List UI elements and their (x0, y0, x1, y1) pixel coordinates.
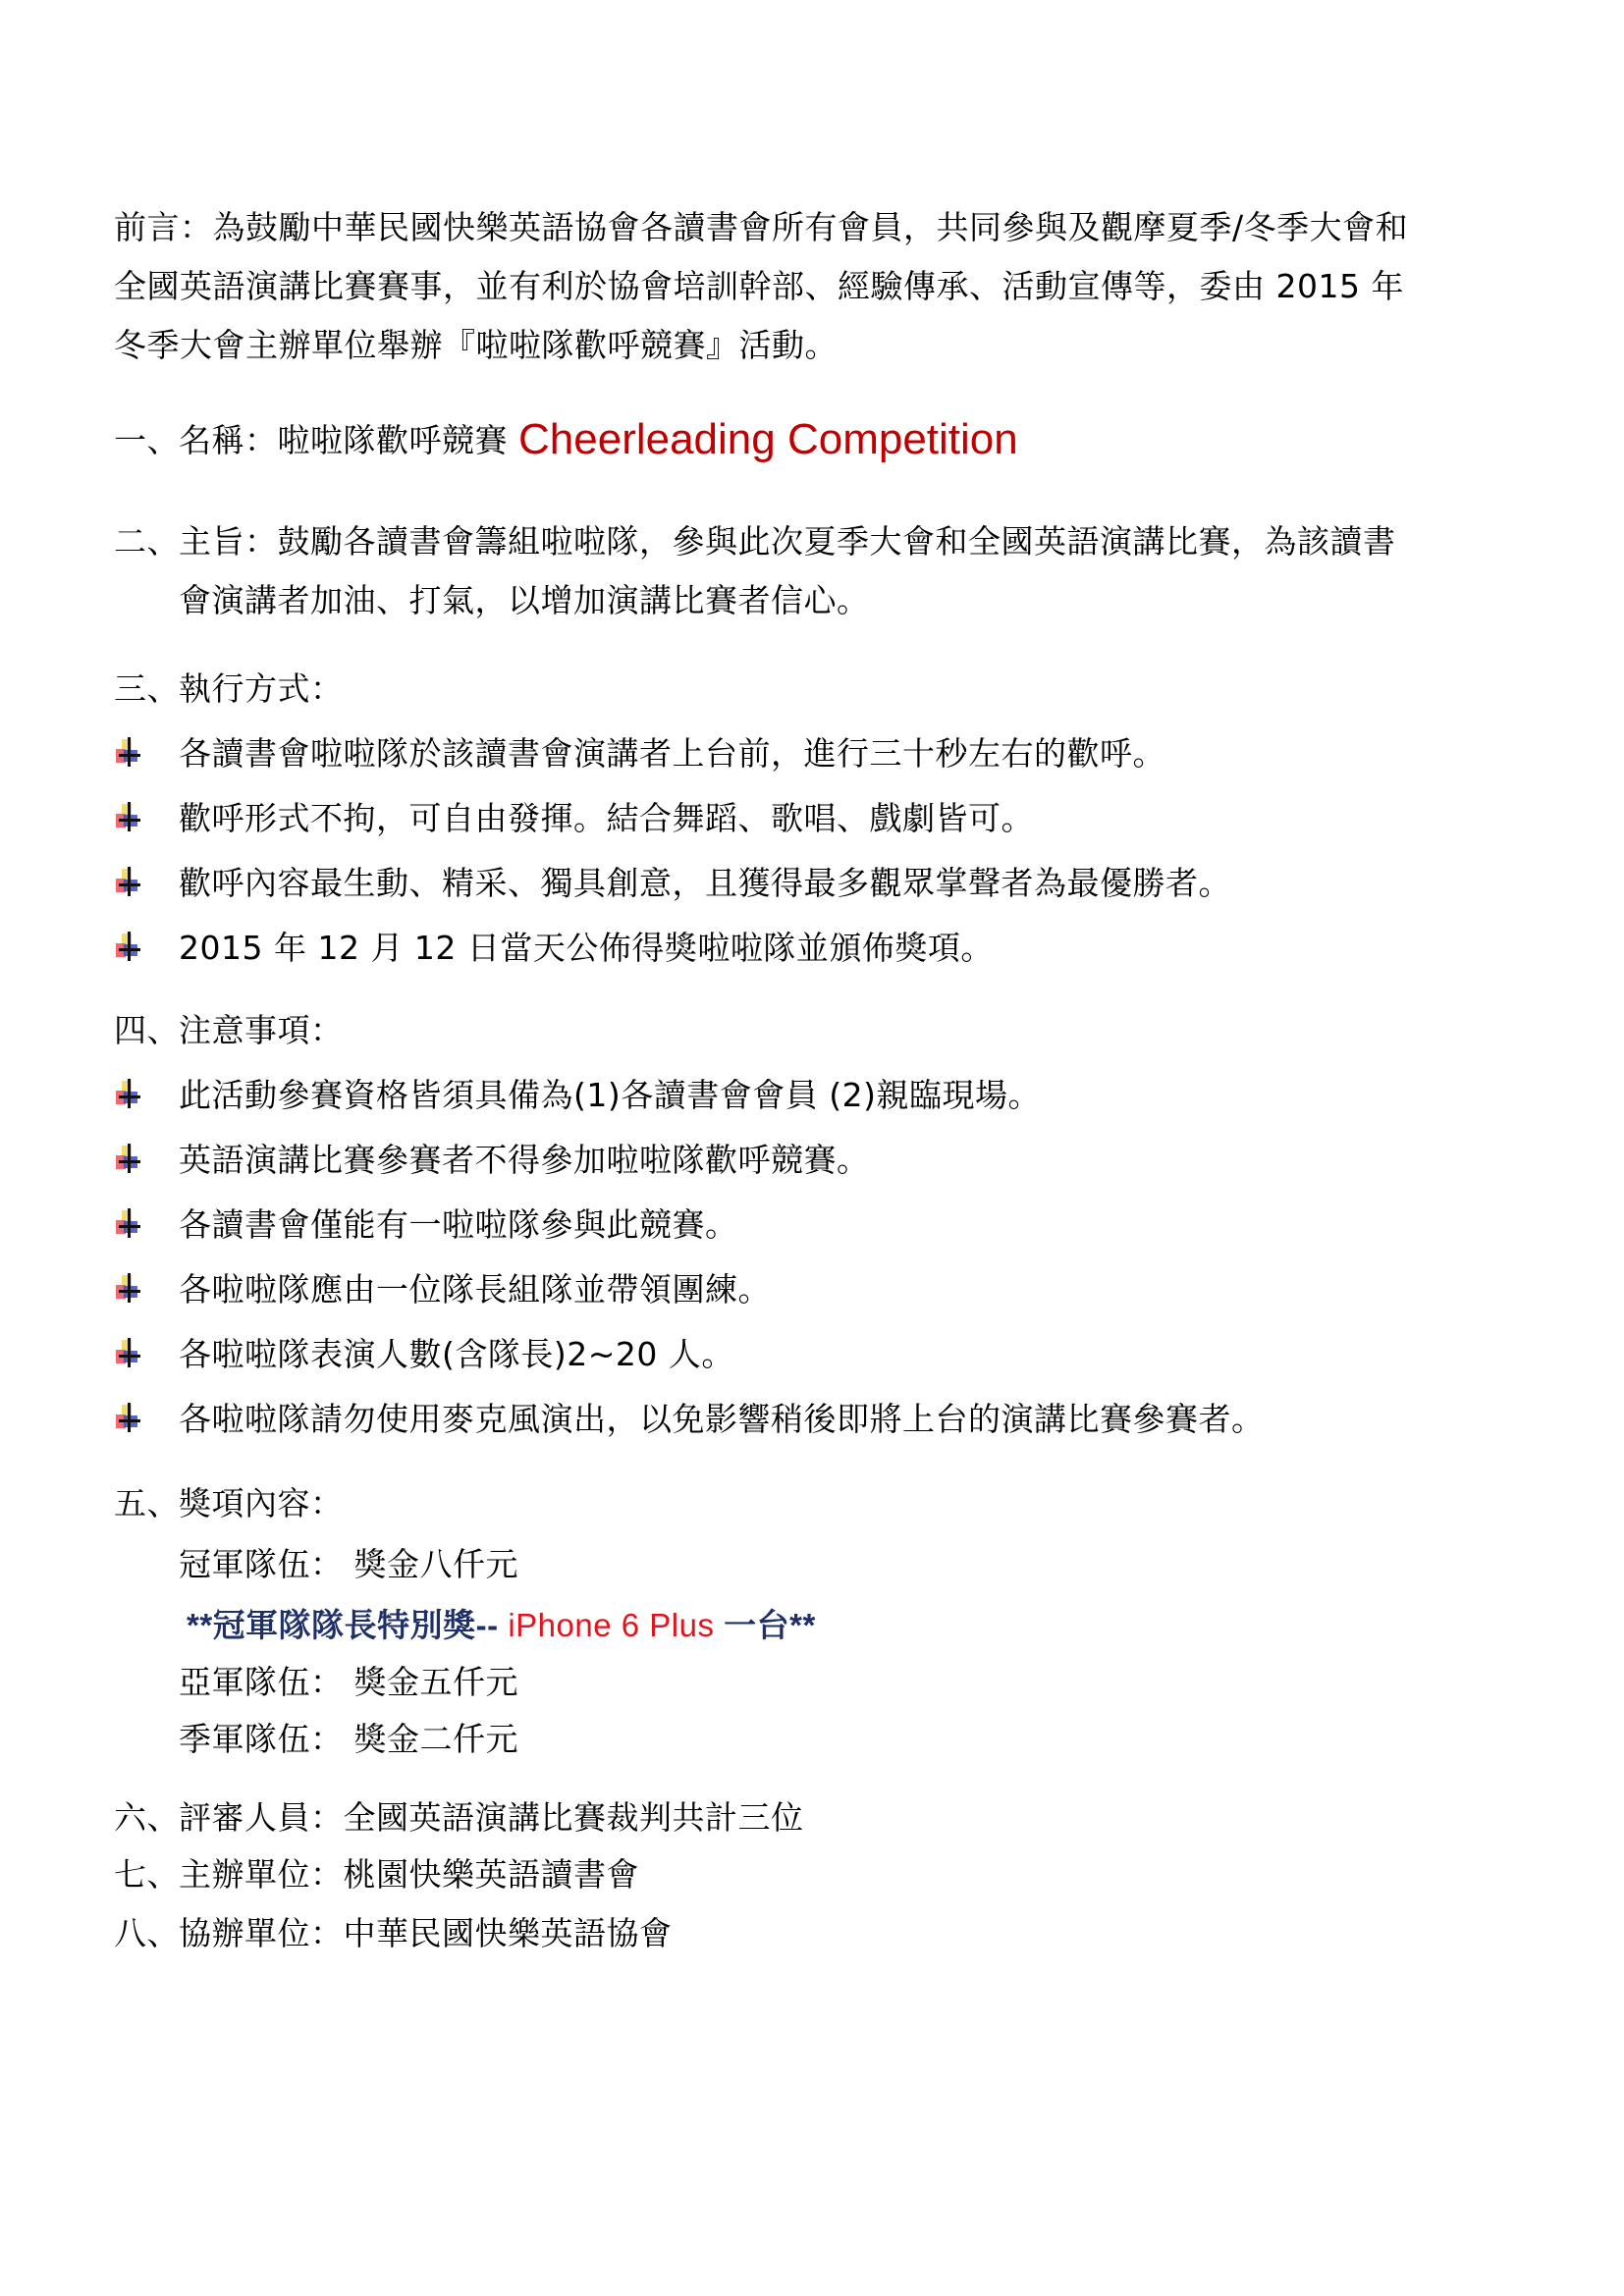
section-name (114, 415, 1018, 463)
preface-line-3: 冬季大會主辦單位舉辦『啦啦隊歡呼競賽』活動。 (114, 326, 838, 364)
section-label: 執行方式： (179, 669, 344, 708)
special-award-prefix: **冠軍隊隊長特別獎-- (187, 1607, 509, 1643)
english-title: Cheerleading Competition (518, 415, 1018, 463)
bullet-icon (114, 1208, 141, 1240)
section-label: 注意事項： (179, 1011, 344, 1049)
list-item (114, 734, 1165, 774)
bullet-icon (114, 1338, 141, 1369)
section-judges (114, 1798, 804, 1838)
list-item-text: 各啦啦隊請勿使用麥克風演出，以免影響稍後即將上台的演講比賽參賽者。 (179, 1400, 1265, 1438)
preface-line-1: 前言：為鼓勵中華民國快樂英語協會各讀書會所有會員，共同參與及觀摩夏季/冬季大會和 (114, 208, 1409, 246)
section-co-organizer (114, 1914, 673, 1953)
section-number: 五、 (114, 1484, 180, 1522)
list-item (114, 799, 1034, 838)
bullet-icon (114, 1079, 141, 1110)
bullet-icon (114, 1273, 141, 1305)
list-item-text: 英語演講比賽參賽者不得參加啦啦隊歡呼競賽。 (179, 1141, 870, 1179)
section-number: 八、 (114, 1914, 180, 1952)
section-number: 二、 (114, 522, 180, 561)
bullet-icon (114, 932, 141, 963)
section-number: 七、 (114, 1855, 180, 1894)
preface-line-2: 全國英語演講比賽賽事，並有利於協會培訓幹部、經驗傳承、活動宣傳等，委由 2015 年 (114, 267, 1404, 305)
section-purpose-continued: 會演講者加油、打氣，以增加演講比賽者信心。 (179, 581, 870, 619)
section-notes (114, 1011, 344, 1050)
list-item-text: 歡呼內容最生動、精采、獨具創意，且獲得最多觀眾掌聲者為最優勝者。 (179, 864, 1231, 902)
section-text: 評審人員：全國英語演講比賽裁判共計三位 (179, 1798, 804, 1837)
list-item-text: 各啦啦隊表演人數(含隊長)2~20 人。 (179, 1335, 734, 1373)
award-third-place: 季軍隊伍： 獎金二仟元 (179, 1720, 518, 1758)
list-item (114, 1076, 1041, 1115)
section-label: 獎項內容： (179, 1484, 344, 1522)
section-number: 四、 (114, 1011, 180, 1049)
list-item-text: 此活動參賽資格皆須具備為(1)各讀書會會員 (2)親臨現場。 (179, 1076, 1041, 1114)
award-second-place: 亞軍隊伍： 獎金五仟元 (179, 1663, 518, 1701)
section-text: 主旨：鼓勵各讀書會籌組啦啦隊，參與此次夏季大會和全國英語演講比賽，為該讀書 (179, 522, 1396, 561)
section-label: 名稱：啦啦隊歡呼競賽 (179, 421, 518, 459)
section-text: 主辦單位：桃園快樂英語讀書會 (179, 1855, 639, 1894)
special-award-prize: iPhone 6 Plus (508, 1607, 725, 1643)
list-item (114, 1400, 1265, 1439)
bullet-icon (114, 1403, 141, 1434)
bullet-icon (114, 802, 141, 833)
section-organizer (114, 1855, 639, 1895)
special-award-text (187, 1607, 816, 1643)
bullet-icon (114, 867, 141, 898)
section-text: 協辦單位：中華民國快樂英語協會 (179, 1914, 673, 1952)
section-number: 三、 (114, 669, 180, 708)
list-item (114, 1205, 738, 1245)
section-awards (114, 1484, 344, 1523)
section-number: 一、 (114, 421, 180, 459)
award-first-place: 冠軍隊伍： 獎金八仟元 (179, 1545, 518, 1583)
section-execution (114, 669, 344, 709)
list-item-text: 各讀書會僅能有一啦啦隊參與此競賽。 (179, 1205, 738, 1244)
list-item (114, 864, 1231, 903)
list-item (114, 1141, 870, 1180)
bullet-icon (114, 1144, 141, 1175)
special-award (187, 1606, 816, 1645)
special-award-suffix: 一台** (724, 1607, 816, 1643)
bullet-icon (114, 737, 141, 769)
list-item-text: 各讀書會啦啦隊於該讀書會演講者上台前，進行三十秒左右的歡呼。 (179, 734, 1165, 773)
list-item (114, 929, 994, 968)
list-item-text: 各啦啦隊應由一位隊長組隊並帶領團練。 (179, 1270, 771, 1308)
section-purpose (114, 522, 1396, 561)
list-item-text: 歡呼形式不拘，可自由發揮。結合舞蹈、歌唱、戲劇皆可。 (179, 799, 1034, 837)
list-item (114, 1270, 771, 1309)
list-item (114, 1335, 734, 1374)
section-number: 六、 (114, 1798, 180, 1837)
list-item-text: 2015 年 12 月 12 日當天公佈得獎啦啦隊並頒佈獎項。 (179, 929, 994, 967)
